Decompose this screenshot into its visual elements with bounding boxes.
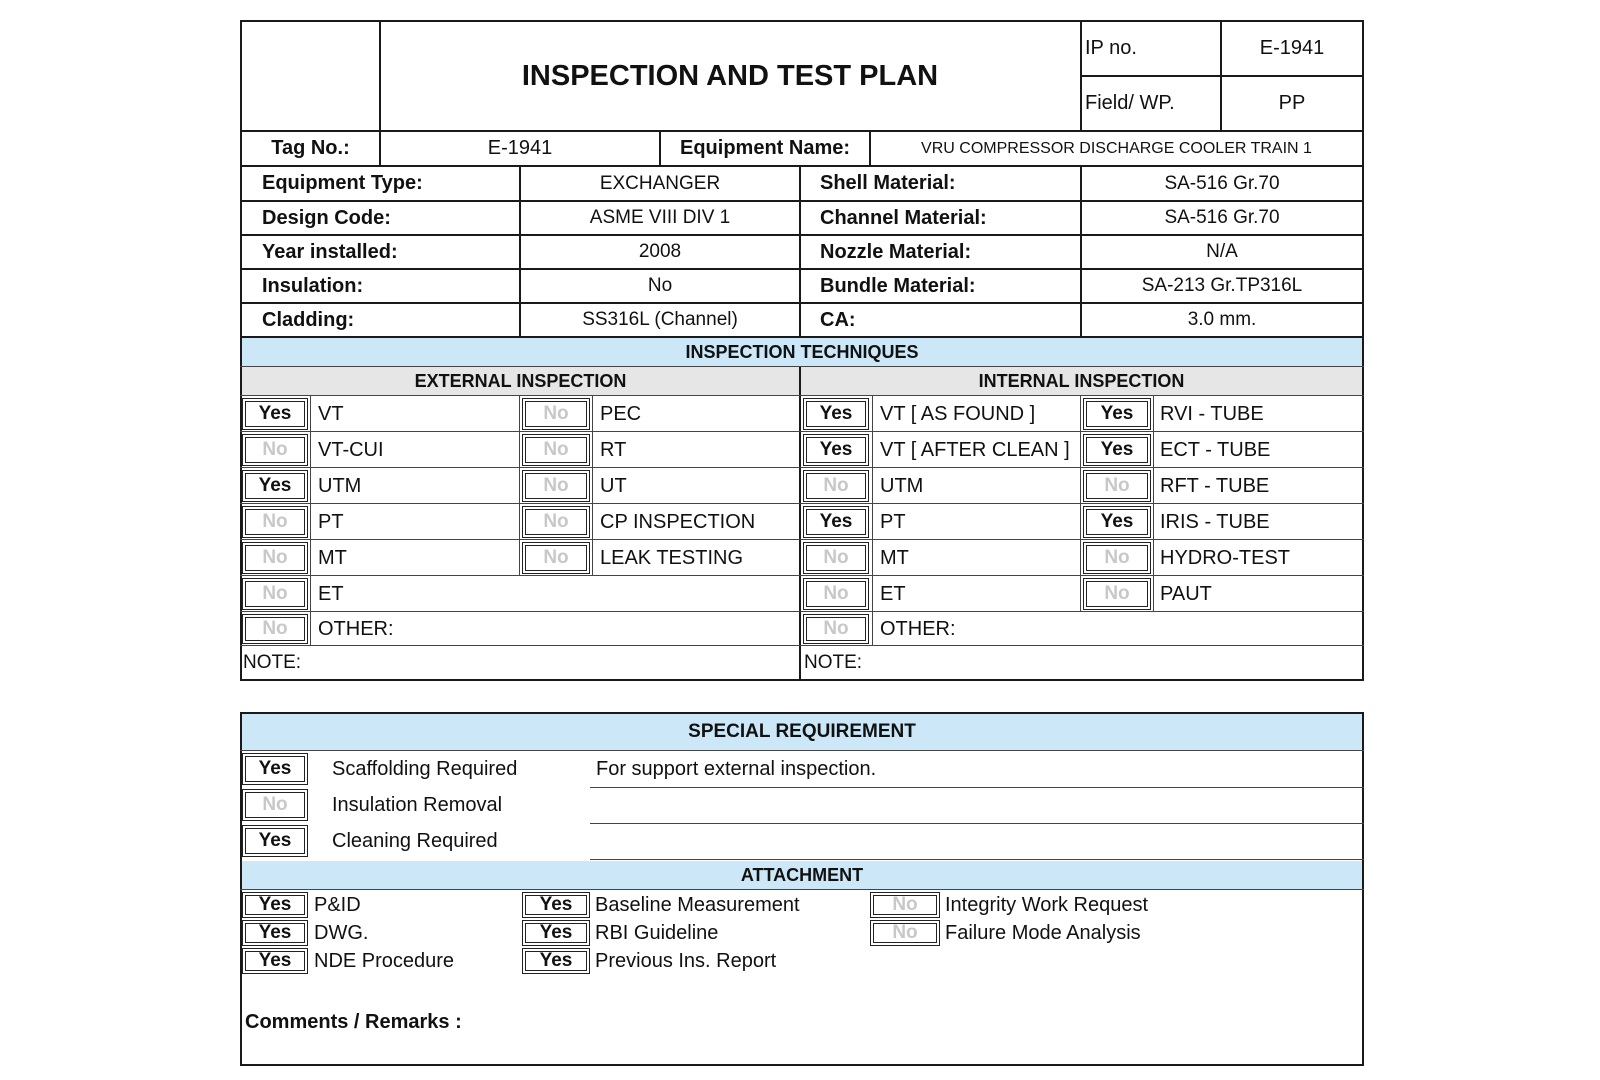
border — [240, 1064, 1364, 1066]
ext-utm-label: UTM — [318, 474, 362, 497]
int-pt-label: PT — [880, 510, 906, 533]
baseline-label: Baseline Measurement — [595, 893, 800, 916]
cladding-label: Cladding: — [262, 308, 355, 331]
nde-state[interactable]: Yes — [242, 948, 308, 974]
ca-value: 3.0 mm. — [1187, 309, 1257, 330]
int-paut-state[interactable]: No — [1083, 578, 1151, 610]
border — [1153, 395, 1154, 611]
field-value: PP — [1278, 91, 1306, 114]
ext-ut-label: UT — [600, 474, 627, 497]
border — [1362, 20, 1364, 680]
design-code-value: ASME VIII DIV 1 — [589, 207, 731, 228]
scaffolding-label: Scaffolding Required — [332, 757, 518, 780]
int-ect-label: ECT - TUBE — [1160, 438, 1271, 461]
ext-rt-label: RT — [600, 438, 627, 461]
border — [799, 367, 801, 680]
border — [240, 395, 1364, 396]
ip-value: E-1941 — [1259, 36, 1325, 59]
ext-pt-state[interactable]: No — [242, 506, 308, 538]
shell-material-label: Shell Material: — [820, 172, 956, 194]
int-hydro-label: HYDRO-TEST — [1160, 546, 1290, 569]
page-title: INSPECTION AND TEST PLAN — [521, 59, 939, 92]
underline — [590, 823, 1364, 824]
note-right: NOTE: — [804, 652, 863, 673]
dwg-state[interactable]: Yes — [242, 920, 308, 946]
channel-material-label: Channel Material: — [820, 206, 987, 229]
int-vt-clean-label: VT [ AFTER CLEAN ] — [880, 438, 1070, 461]
cleaning-state[interactable]: Yes — [242, 825, 308, 857]
tag-label: Tag No.: — [271, 137, 350, 159]
ext-leak-label: LEAK TESTING — [600, 546, 744, 569]
border — [240, 431, 1364, 432]
border — [592, 395, 593, 575]
insulation-removal-state[interactable]: No — [242, 789, 308, 821]
ext-vt-state[interactable]: Yes — [242, 398, 308, 430]
external-title: EXTERNAL INSPECTION — [414, 370, 627, 391]
border — [310, 395, 311, 645]
cladding-value: SS316L (Channel) — [582, 309, 738, 330]
border — [240, 503, 1364, 504]
int-rvi-label: RVI - TUBE — [1160, 402, 1264, 425]
int-mt-state[interactable]: No — [803, 542, 869, 574]
rbi-label: RBI Guideline — [595, 921, 719, 944]
border — [240, 575, 1364, 576]
underline — [590, 859, 1364, 860]
attachment-title: ATTACHMENT — [740, 864, 864, 885]
border — [240, 750, 1364, 751]
ext-cp-label: CP INSPECTION — [600, 510, 756, 533]
insulation-label: Insulation: — [262, 274, 364, 297]
ext-rt-state[interactable]: No — [522, 434, 590, 466]
integrity-request-state[interactable]: No — [870, 892, 940, 918]
previous-report-state[interactable]: Yes — [522, 948, 590, 974]
design-code-label: Design Code: — [262, 206, 391, 229]
int-ect-state[interactable]: Yes — [1083, 434, 1151, 466]
int-other-state[interactable]: No — [803, 614, 869, 644]
border — [1080, 395, 1081, 611]
int-rvi-state[interactable]: Yes — [1083, 398, 1151, 430]
ext-vt-label: VT — [318, 402, 344, 425]
int-mt-label: MT — [880, 546, 909, 569]
int-paut-label: PAUT — [1160, 582, 1212, 605]
equipment-name-value: VRU COMPRESSOR DISCHARGE COOLER TRAIN 1 — [921, 139, 1312, 157]
ext-pec-state[interactable]: No — [522, 398, 590, 430]
cleaning-note — [596, 825, 1356, 857]
int-iris-state[interactable]: Yes — [1083, 506, 1151, 538]
nozzle-material-label: Nozzle Material: — [820, 240, 972, 263]
techniques-title: INSPECTION TECHNIQUES — [685, 341, 919, 362]
int-rft-state[interactable]: No — [1083, 470, 1151, 502]
dwg-label: DWG. — [314, 921, 369, 944]
internal-title: INTERNAL INSPECTION — [978, 370, 1185, 391]
pid-state[interactable]: Yes — [242, 892, 308, 918]
scaffolding-note: For support external inspection. — [596, 757, 877, 780]
shell-material-value: SA-516 Gr.70 — [1164, 172, 1280, 194]
ext-vtcui-state[interactable]: No — [242, 434, 308, 466]
border — [240, 539, 1364, 540]
rbi-state[interactable]: Yes — [522, 920, 590, 946]
cleaning-label: Cleaning Required — [332, 829, 498, 852]
int-utm-state[interactable]: No — [803, 470, 869, 502]
ext-pt-label: PT — [318, 510, 344, 533]
int-vt-found-state[interactable]: Yes — [803, 398, 869, 430]
ext-cp-state[interactable]: No — [522, 506, 590, 538]
pid-label: P&ID — [314, 893, 361, 916]
previous-report-label: Previous Ins. Report — [595, 949, 777, 972]
nde-label: NDE Procedure — [314, 949, 455, 972]
border — [240, 645, 1364, 646]
int-rft-label: RFT - TUBE — [1160, 474, 1270, 497]
comments-label: Comments / Remarks : — [245, 1010, 462, 1033]
border — [240, 889, 1364, 890]
ext-mt-label: MT — [318, 546, 347, 569]
ip-label: IP no. — [1085, 36, 1137, 59]
equipment-name-label: Equipment Name: — [679, 137, 851, 159]
ext-ut-state[interactable]: No — [522, 470, 590, 502]
failure-mode-state[interactable]: No — [870, 920, 940, 946]
insulation-removal-note — [596, 789, 1356, 821]
baseline-state[interactable]: Yes — [522, 892, 590, 918]
ext-pec-label: PEC — [600, 402, 642, 425]
integrity-request-label: Integrity Work Request — [945, 893, 1149, 916]
border — [240, 679, 1364, 681]
underline — [590, 787, 1364, 788]
ca-label: CA: — [820, 308, 856, 331]
int-vt-clean-state[interactable]: Yes — [803, 434, 869, 466]
border — [799, 165, 801, 337]
note-left: NOTE: — [243, 652, 302, 673]
ext-vtcui-label: VT-CUI — [318, 438, 384, 461]
channel-material-value: SA-516 Gr.70 — [1164, 207, 1280, 228]
insulation-value: No — [647, 275, 673, 296]
ext-mt-state[interactable]: No — [242, 542, 308, 574]
equipment-type-value: EXCHANGER — [599, 172, 721, 194]
ext-leak-state[interactable]: No — [522, 542, 590, 574]
year-installed-value: 2008 — [638, 241, 682, 262]
year-installed-label: Year installed: — [262, 240, 398, 263]
border — [519, 395, 520, 575]
ext-utm-state[interactable]: Yes — [242, 470, 308, 502]
int-iris-label: IRIS - TUBE — [1160, 510, 1270, 533]
bundle-material-value: SA-213 Gr.TP316L — [1141, 275, 1303, 296]
int-et-state[interactable]: No — [803, 578, 869, 610]
tag-value: E-1941 — [487, 137, 553, 159]
insulation-removal-label: Insulation Removal — [332, 793, 503, 816]
int-pt-state[interactable]: Yes — [803, 506, 869, 538]
scaffolding-state[interactable]: Yes — [242, 753, 308, 785]
field-label: Field/ WP. — [1085, 91, 1175, 114]
border — [872, 395, 873, 645]
int-hydro-state[interactable]: No — [1083, 542, 1151, 574]
int-vt-found-label: VT [ AS FOUND ] — [880, 402, 1036, 425]
int-utm-label: UTM — [880, 474, 924, 497]
ext-et-label: ET — [318, 582, 344, 605]
int-other-label: OTHER: — [880, 617, 956, 640]
nozzle-material-value: N/A — [1206, 241, 1238, 262]
border — [240, 467, 1364, 468]
ext-other-state[interactable]: No — [242, 614, 308, 644]
special-title: SPECIAL REQUIREMENT — [688, 721, 916, 742]
ext-et-state[interactable]: No — [242, 578, 308, 610]
equipment-type-label: Equipment Type: — [262, 172, 423, 194]
failure-mode-label: Failure Mode Analysis — [945, 921, 1141, 944]
ext-other-label: OTHER: — [318, 617, 394, 640]
border — [240, 611, 1364, 612]
int-et-label: ET — [880, 582, 906, 605]
bundle-material-label: Bundle Material: — [820, 274, 976, 297]
